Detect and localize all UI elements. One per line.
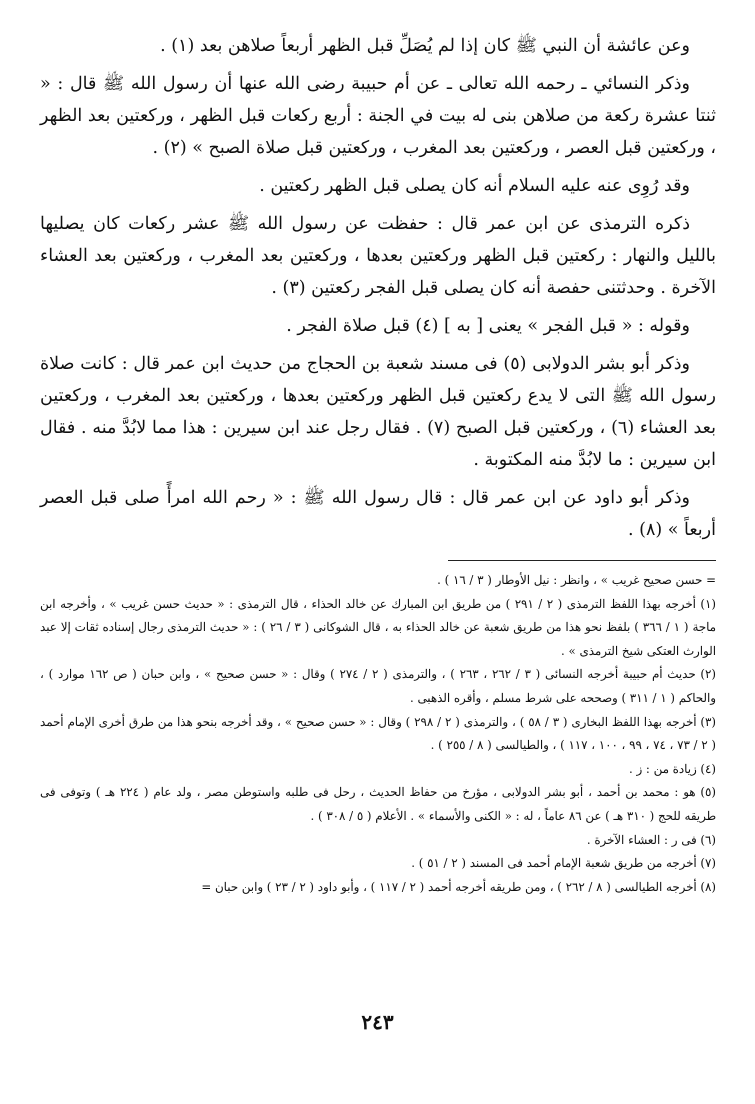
footnote-divider: [448, 560, 716, 561]
paragraph: وقد رُوِى عنه عليه السلام أنه كان يصلى قبل الظهر ركعتين .: [259, 176, 690, 196]
main-text: [40, 30, 716, 546]
footnote: (٦) فى ر : العشاء الآخرة .: [586, 832, 716, 847]
paragraph: وذكر أبو داود عن ابن عمر قال : قال رسول الله ﷺ : « رحم الله امرأً صلى قبل العصر أربعاً » (٨) .: [40, 488, 716, 540]
book-page: [40, 30, 716, 1080]
paragraph: ذكره الترمذى عن ابن عمر قال : حفظت عن رسول الله ﷺ عشر ركعات كان يصليها بالليل والنهار : ركعتين قبل الظهر وركعتين بعدها ، وركعتين بعد المغرب ، وركعتين بعد العشاء الآخرة . وحدثتنى حفصة أنه كان يصلى قبل الفجر ركعتين (٣) .: [40, 214, 716, 298]
footnote: (٤) زيادة من : ز .: [628, 761, 716, 776]
footnote: = حسن صحيح غريب » ، وانظر : نيل الأوطار ( ٣ / ١٦ ) .: [437, 573, 716, 587]
footnotes: [40, 569, 716, 899]
footnote: (٢) حديث أم حبيبة أخرجه النسائى ( ٣ / ٢٦٢ ، ٢٦٣ ) ، والترمذى ( ٢ / ٢٧٤ ) وقال : « حسن صحيح » ، وابن حبان ( ص ١٦٢ موارد ) ، والحاكم ( ١ / ٣١١ ) وصححه على شرط مسلم ، وأقره الذهبى .: [40, 667, 716, 705]
footnote: (٣) أخرجه بهذا اللفظ البخارى ( ٣ / ٥٨ ) ، والترمذى ( ٢ / ٢٩٨ ) وقال : « حسن صحيح » ، وقد أخرجه بنحو هذا من طرق أخرى الإمام أحمد ( ٢ / ٧٣ ، ٧٤ ، ٩٩ ، ١٠٠ ، ١١٧ ) ، والطيالسى ( ٨ / ٢٥٥ ) .: [40, 714, 716, 753]
footnote: (١) أخرجه بهذا اللفظ الترمذى ( ٢ / ٢٩١ ) من طريق ابن المبارك عن خالد الحذاء ، قال الترمذى : « حديث حسن غريب » ، وأخرجه ابن ماجة ( ١ / ٣٦٦ ) بلفظ نحو هذا من طريق شعبة عن خالد الحذاء به ، قال الشوكانى ( ٣ / ٢٦ ) : « حديث الترمذى رجال إسناده ثقات إلا عبد الوارث العتكى شيخ الترمذى » .: [40, 596, 716, 658]
paragraph: وقوله : « قبل الفجر » يعنى [ به ] (٤) قبل صلاة الفجر .: [286, 316, 690, 336]
paragraph: وذكر النسائي ـ رحمه الله تعالى ـ عن أم حبيبة رضى الله عنها أن رسول الله ﷺ قال : « ثنتا عشرة ركعة من صلاهن بنى له بيت في الجنة : أربع ركعات قبل الظهر ، وركعتين بعد الظهر ، وركعتين قبل العصر ، وركعتين بعد المغرب ، وركعتين قبل صلاة الصبح » (٢) .: [40, 74, 716, 158]
footnote: (٥) هو : محمد بن أحمد ، أبو بشر الدولابى ، مؤرخ من حفاظ الحديث ، رحل فى طلبه واستوطن مصر ، ولد عام ( ٢٢٤ هـ ) وتوفى فى طريقه للحج ( ٣١٠ هـ ) عن ٨٦ عاماً ، له : « الكنى والأسماء » . الأعلام ( ٥ / ٣٠٨ ) .: [40, 785, 716, 823]
footnote: (٧) أخرجه من طريق شعبة الإمام أحمد فى المسند ( ٢ / ٥١ ) .: [411, 856, 716, 871]
page-number: ٢٤٣: [361, 1010, 394, 1034]
footnote: (٨) أخرجه الطيالسى ( ٨ / ٢٦٢ ) ، ومن طريقه أخرجه أحمد ( ٢ / ١١٧ ) ، وأبو داود ( ٢ / ٢٣ ) وابن حبان =: [201, 879, 716, 894]
paragraph: وذكر أبو بشر الدولابى (٥) فى مسند شعبة بن الحجاج من حديث ابن عمر قال : كانت صلاة رسول الله ﷺ التى لا يدع ركعتين قبل الظهر وركعتين بعدها ، وركعتين بعد المغرب ، وركعتين بعد العشاء (٦) ، وركعتين قبل الصبح (٧) . فقال رجل عند ابن سيرين : هذا مما لابُدَّ منه . فقال ابن سيرين : ما لابُدَّ منه المكتوبة .: [40, 354, 716, 470]
paragraph: وعن عائشة أن النبي ﷺ كان إذا لم يُصَلِّ قبل الظهر أربعاً صلاهن بعد (١) .: [160, 36, 690, 56]
